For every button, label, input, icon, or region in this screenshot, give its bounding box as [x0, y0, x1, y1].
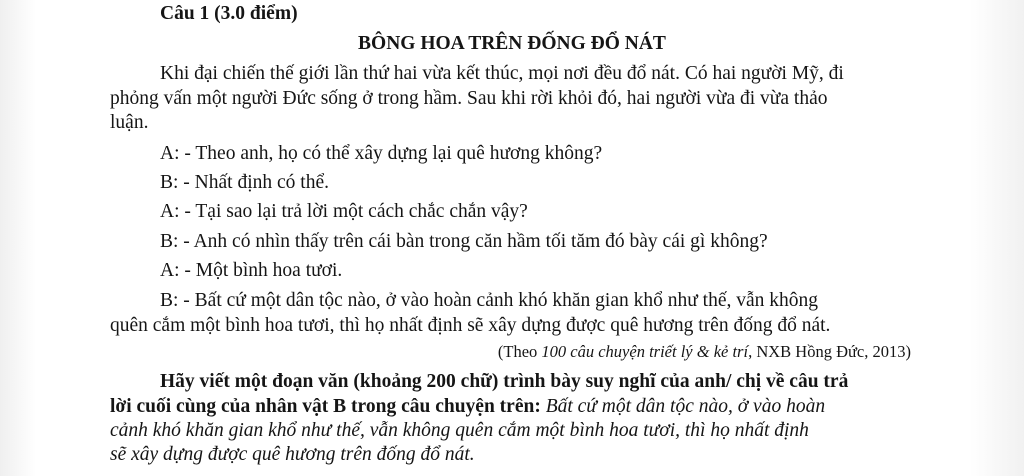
source-suffix: , NXB Hồng Đức, 2013) — [748, 342, 911, 361]
dialogue-line-4: B: - Anh có nhìn thấy trên cái bàn trong căn hầm tối tăm đó bày cái gì không? — [160, 231, 768, 252]
source-prefix: (Theo — [497, 342, 542, 361]
dialogue-line-6: B: - Bất cứ một dân tộc nào, ở vào hoàn cảnh khó khăn gian khổ như thế, vẫn không — [160, 290, 819, 311]
task-line-2-bold: lời cuối cùng của nhân vật B trong câu chuyện trên: — [110, 396, 541, 417]
source-citation — [498, 344, 911, 361]
intro-line-3: luận. — [110, 112, 149, 133]
task-line-2 — [110, 397, 825, 417]
task-line-4: sẽ xây dựng được quê hương trên đống đổ nát. — [110, 444, 475, 465]
task-line-1: Hãy viết một đoạn văn (khoảng 200 chữ) trình bày suy nghĩ của anh/ chị về câu trả — [160, 371, 849, 392]
task-line-2-italic: Bất cứ một dân tộc nào, ở vào hoàn — [540, 396, 826, 417]
dialogue-line-7: quên cắm một bình hoa tươi, thì họ nhất định sẽ xây dựng được quê hương trên đống đổ nát. — [110, 315, 831, 336]
story-title: BÔNG HOA TRÊN ĐỐNG ĐỔ NÁT — [358, 33, 666, 54]
intro-line-1: Khi đại chiến thế giới lần thứ hai vừa kết thúc, mọi nơi đều đổ nát. Có hai người Mỹ, đi — [160, 63, 844, 84]
task-line-3: cảnh khó khăn gian khổ như thế, vẫn không quên cắm một bình hoa tươi, thì họ nhất định — [110, 420, 809, 441]
source-book-title: 100 câu chuyện triết lý & kẻ trí — [541, 342, 749, 361]
dialogue-line-3: A: - Tại sao lại trả lời một cách chắc chắn vậy? — [160, 201, 528, 222]
dialogue-line-2: B: - Nhất định có thể. — [160, 172, 329, 193]
question-heading: Câu 1 (3.0 điểm) — [160, 3, 298, 24]
intro-line-2: phỏng vấn một người Đức sống ở trong hầm. Sau khi rời khỏi đó, hai người vừa đi vừa thảo — [110, 88, 828, 109]
dialogue-line-5: A: - Một bình hoa tươi. — [160, 260, 343, 281]
dialogue-line-1: A: - Theo anh, họ có thể xây dựng lại quê hương không? — [160, 143, 603, 164]
